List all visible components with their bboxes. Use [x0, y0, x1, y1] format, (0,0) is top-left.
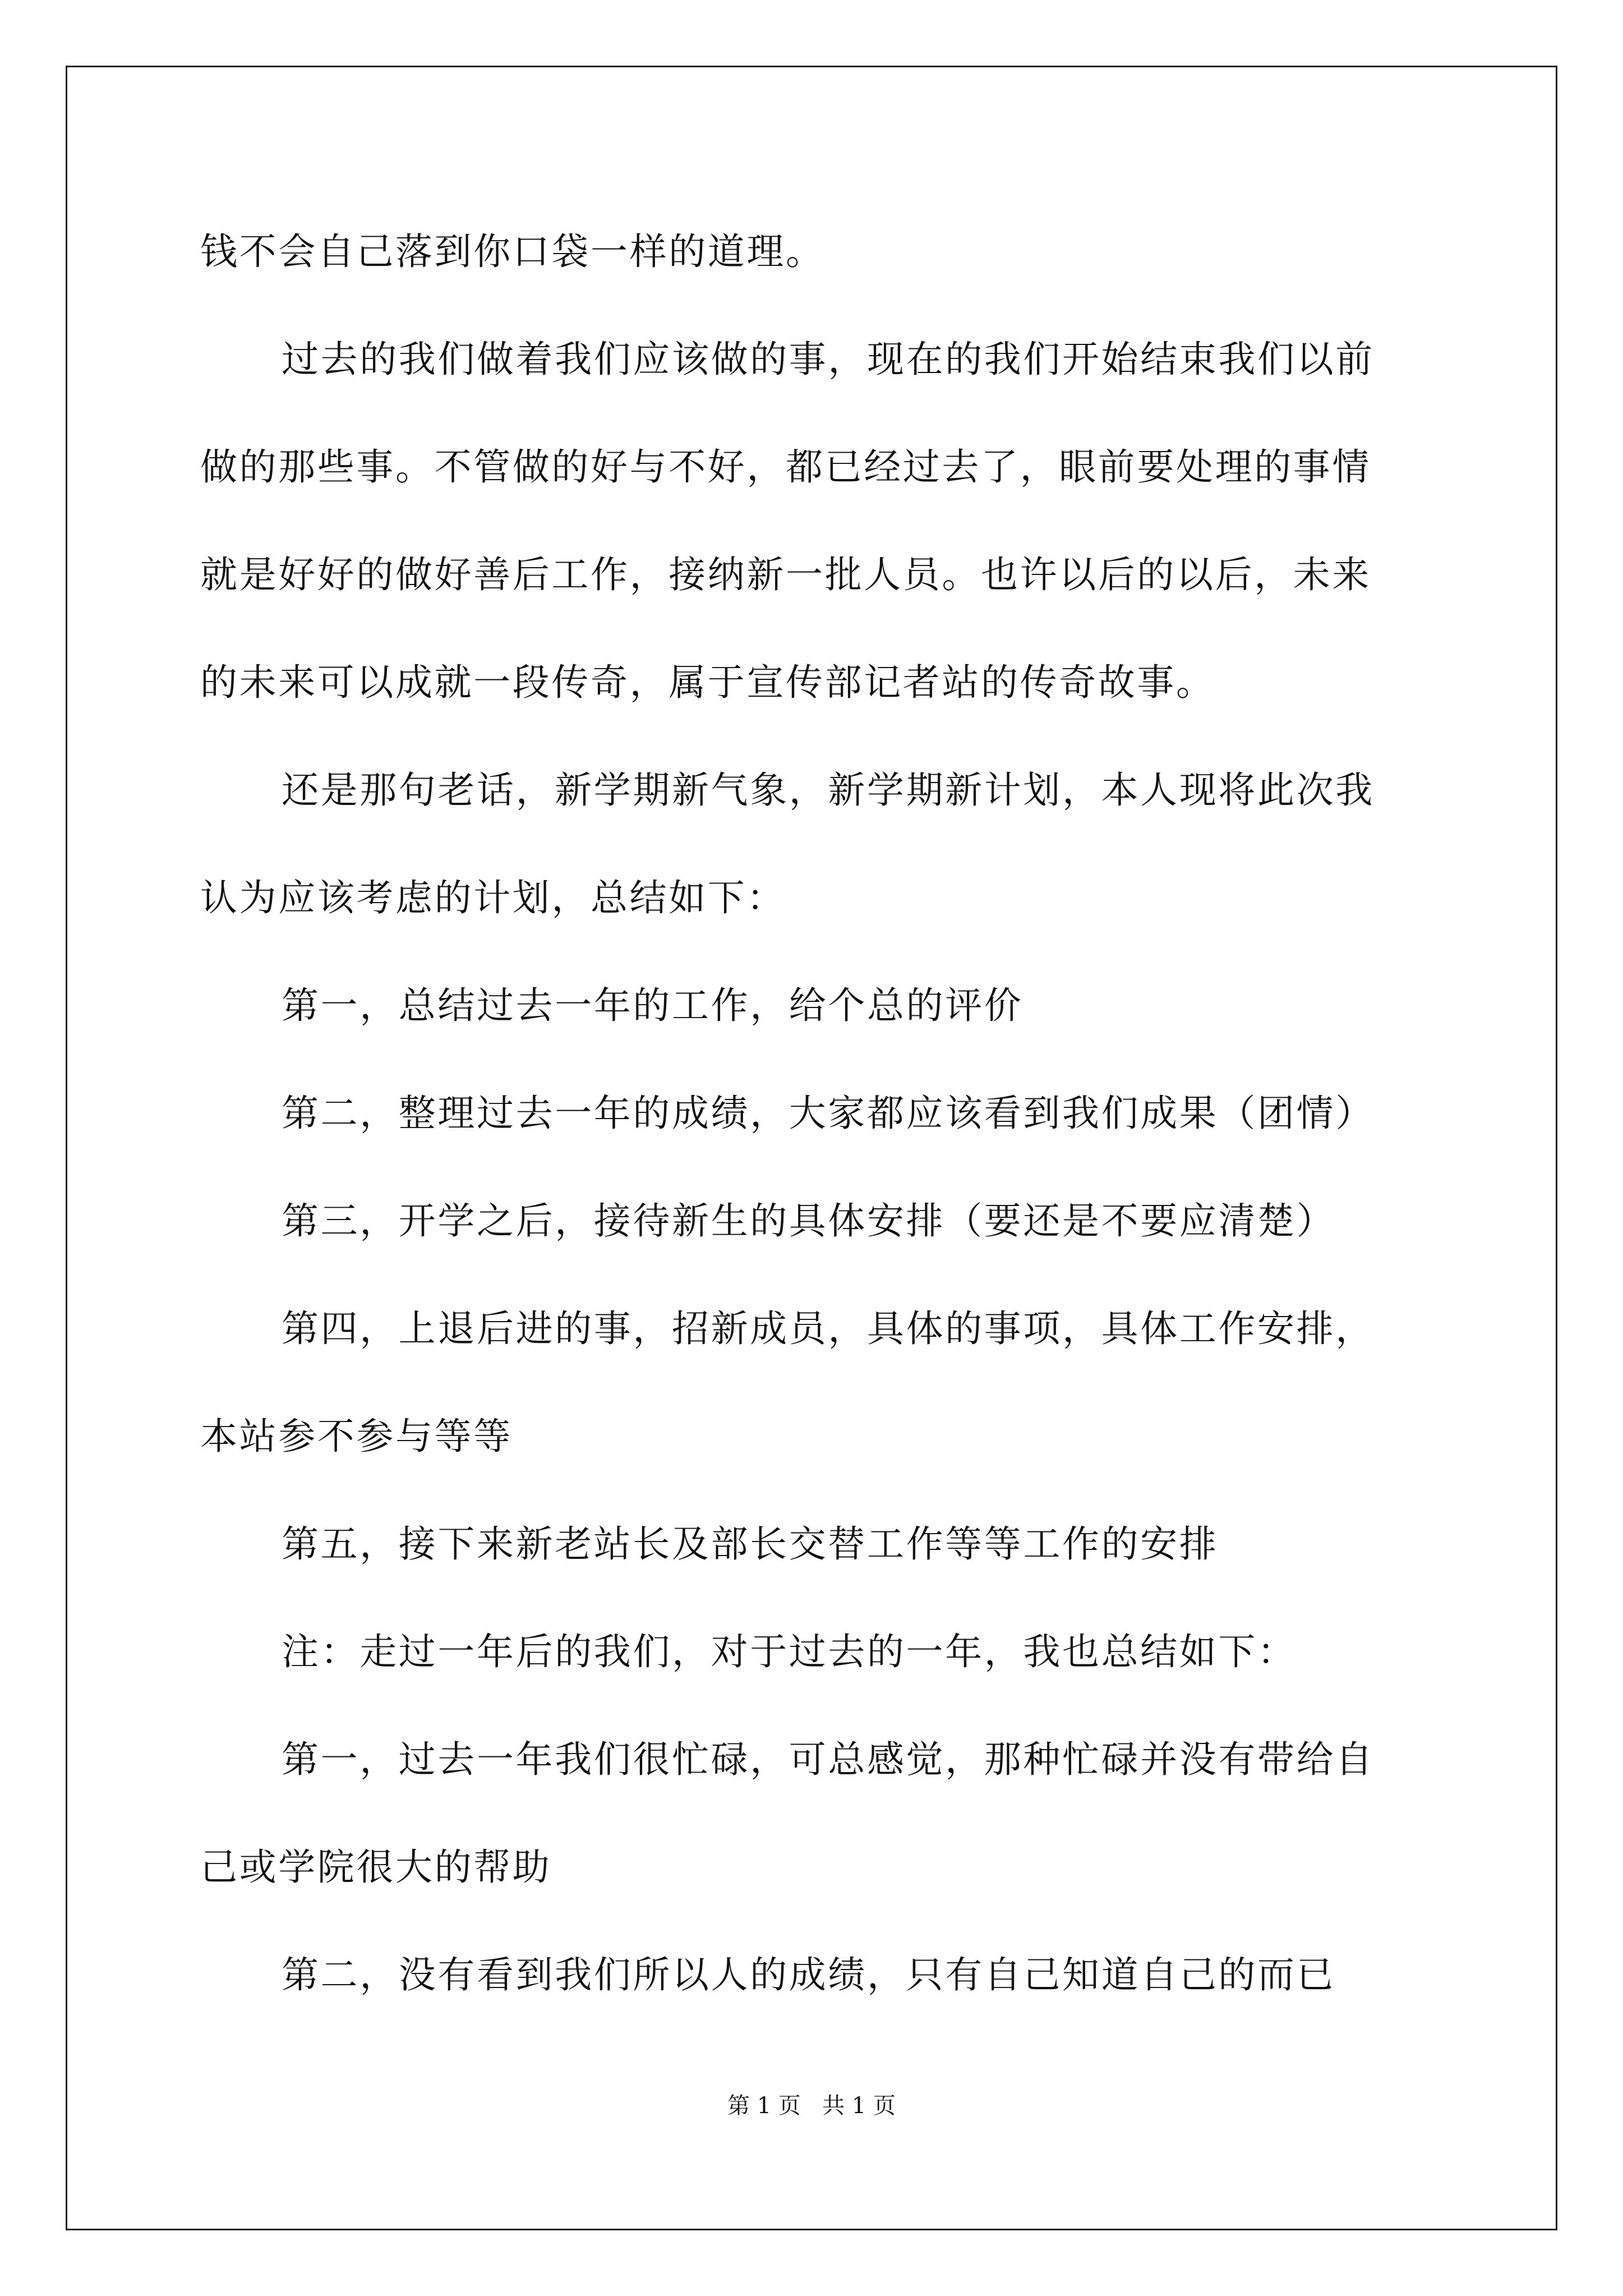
- text-line: 的未来可以成就一段传奇，属于宣传部记者站的传奇故事。: [200, 661, 1215, 704]
- text-line: 第四，上退后进的事，招新成员，具体的事项，具体工作安排，: [282, 1307, 1375, 1350]
- text-line: 就是好好的做好善后工作，接纳新一批人员。也许以后的以后，未来: [200, 553, 1371, 596]
- text-line: 第一，过去一年我们很忙碌，可总感觉，那种忙碌并没有带给自: [282, 1738, 1375, 1781]
- text-line: 己或学院很大的帮助: [200, 1846, 552, 1889]
- text-line: 第二，没有看到我们所以人的成绩，只有自己知道自己的而已: [282, 1953, 1336, 1996]
- text-line: 注：走过一年后的我们，对于过去的一年，我也总结如下：: [282, 1630, 1297, 1673]
- text-line: 本站参不参与等等: [200, 1415, 513, 1458]
- text-line: 第三，开学之后，接待新生的具体安排（要还是不要应清楚）: [282, 1199, 1336, 1243]
- text-line: 还是那句老话，新学期新气象，新学期新计划，本人现将此次我: [282, 769, 1375, 812]
- text-line: 过去的我们做着我们应该做的事，现在的我们开始结束我们以前: [282, 338, 1375, 381]
- text-line: 做的那些事。不管做的好与不好，都已经过去了，眼前要处理的事情: [200, 445, 1371, 489]
- text-line: 第一，总结过去一年的工作，给个总的评价: [282, 984, 1023, 1027]
- page-number-footer: 第 1 页 共 1 页: [727, 2093, 896, 2119]
- text-line: 第二，整理过去一年的成绩，大家都应该看到我们成果（团情）: [282, 1092, 1375, 1135]
- text-line: 钱不会自己落到你口袋一样的道理。: [200, 230, 825, 273]
- page-border: [66, 66, 1557, 2230]
- text-line: 第五，接下来新老站长及部长交替工作等等工作的安排: [282, 1522, 1219, 1566]
- text-line: 认为应该考虑的计划，总结如下：: [200, 876, 786, 919]
